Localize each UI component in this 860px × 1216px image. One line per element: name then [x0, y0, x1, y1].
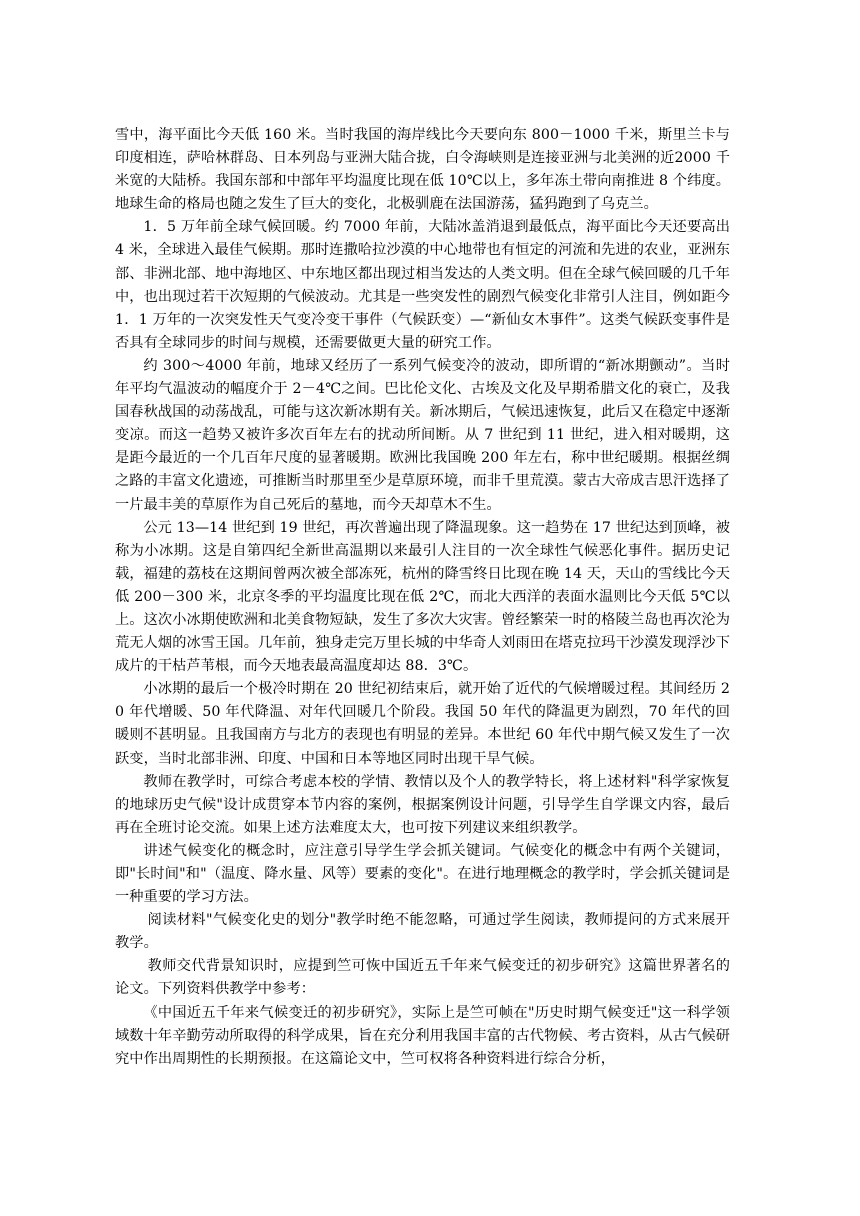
- paragraph-6: 教师在教学时，可综合考虑本校的学情、教情以及个人的教学特长，将上述材料"科学家恢复的地球历史气候"设计成贯穿本节内容的案例，根据案例设计问题，引导学生自学课文内容，最后再在全班讨论交流。如果上述方法难度太大，也可按下列建议来组织教学。: [115, 773, 730, 836]
- document-page: [115, 124, 730, 1071]
- paragraph-10: 《中国近五千年来气候变迁的初步研究》，实际上是竺可帧在"历史时期气候变迁"这一科学领域数十年辛勤劳动所取得的科学成果，旨在充分利用我国丰富的古代物候、考古资料，从古气候研究中作出周期性的长期预报。在这篇论文中，竺可权将各种资料进行综合分析，: [115, 1004, 730, 1067]
- paragraph-2: 1．5 万年前全球气候回暖。约 7000 年前，大陆冰盖消退到最低点，海平面比今天还要高出 4 米，全球进入最佳气候期。那时连撒哈拉沙漠的中心地带也有恒定的河流和先进的农业，亚洲东部、非洲北部、地中海地区、中东地区都出现过相当发达的人类文明。但在全球气候回暖的几千年中，也出现过若干次短期的气候波动。尤其是一些突发性的剧烈气候变化非常引人注目，例如距今 1．1 万年的一次突发性天气变冷变干事件（气候跃变）—“新仙女木事件”。这类气候跃变事件是否具有全球同步的时间与规模，还需要做更大量的研究工作。: [115, 219, 730, 351]
- paragraph-1: 雪中，海平面比今天低 160 米。当时我国的海岸线比今天要向东 800－1000 千米，斯里兰卡与印度相连，萨哈林群岛、日本列岛与亚洲大陆合拢，白令海峡则是连接亚洲与北美洲的近2000 千米宽的大陆桥。我国东部和中部年平均温度比现在低 10℃以上，多年冻土带向南推进 8 个纬度。地球生命的格局也随之发生了巨大的变化，北极驯鹿在法国游荡，猛犸跑到了乌克兰。: [115, 127, 730, 213]
- paragraph-9: 教师交代背景知识时，应提到竺可恢中国近五千年来气候变迁的初步研究》这篇世界著名的论文。下列资料供教学中参考：: [115, 958, 730, 998]
- paragraph-4: 公元 13—14 世纪到 19 世纪，再次普遍出现了降温现象。这一趋势在 17 世纪达到顶峰，被称为小冰期。这是自第四纪全新世高温期以来最引人注目的一次全球性气候恶化事件。据历史记载，福建的荔枝在这期间曾两次被全部冻死，杭州的降雪终日比现在晚 14 天，天山的雪线比今天低 200－300 米，北京冬季的平均温度比现在低 2℃，而北大西洋的表面水温则比今天低 5℃以上。这次小冰期使欧洲和北美食物短缺，发生了多次大灾害。曾经繁荣一时的格陵兰岛也再次沦为荒无人烟的冰雪王国。几年前，独身走完万里长城的中华奇人刘雨田在塔克拉玛干沙漠发现浮沙下成片的干枯芦苇根，而今天地表最高温度却达 88．3℃。: [115, 519, 730, 675]
- paragraph-7: 讲述气候变化的概念时，应注意引导学生学会抓关键词。气候变化的概念中有两个关键词，即"长时间"和"（温度、降水量、风等）要素的变化"。在进行地理概念的教学时，学会抓关键词是一种重要的学习方法。: [115, 842, 730, 906]
- paragraph-3: 约 300～4000 年前，地球又经历了一系列气候变冷的波动，即所谓的“新冰期颤动”。当时年平均气温波动的幅度介于 2－4℃之间。巴比伦文化、古埃及文化及早期希腊文化的衰亡，及我国春秋战国的动荡战乱，可能与这次新冰期有关。新冰期后，气候迅速恢复，此后又在稳定中逐渐变凉。而这一趋势又被许多次百年左右的扰动所间断。从 7 世纪到 11 世纪，进入相对暖期，这是距今最近的一个几百年尺度的显著暖期。欧洲比我国晚 200 年左右，称中世纪暖期。根据丝绸之路的丰富文化遗迹，可推断当时那里至少是草原环境，而非千里荒漠。蒙古大帝成吉思汗选择了一片最丰美的草原作为自己死后的墓地，而今天却草木不生。: [115, 357, 730, 513]
- paragraph-5: 小冰期的最后一个极冷时期在 20 世纪初结束后，就开始了近代的气候增暖过程。其间经历 20 年代增暖、50 年代降温、对年代回暖几个阶段。我国 50 年代的降温更为剧烈，70 年代的回暖则不甚明显。且我国南方与北方的表现也有明显的差异。本世纪 60 年代中期气候又发生了一次跃变，当时北部非洲、印度、中国和日本等地区同时出现干旱气候。: [115, 681, 730, 767]
- paragraph-8: 阅读材料"气候变化史的划分"教学时绝不能忽略，可通过学生阅读，教师提问的方式来展开教学。: [115, 912, 730, 952]
